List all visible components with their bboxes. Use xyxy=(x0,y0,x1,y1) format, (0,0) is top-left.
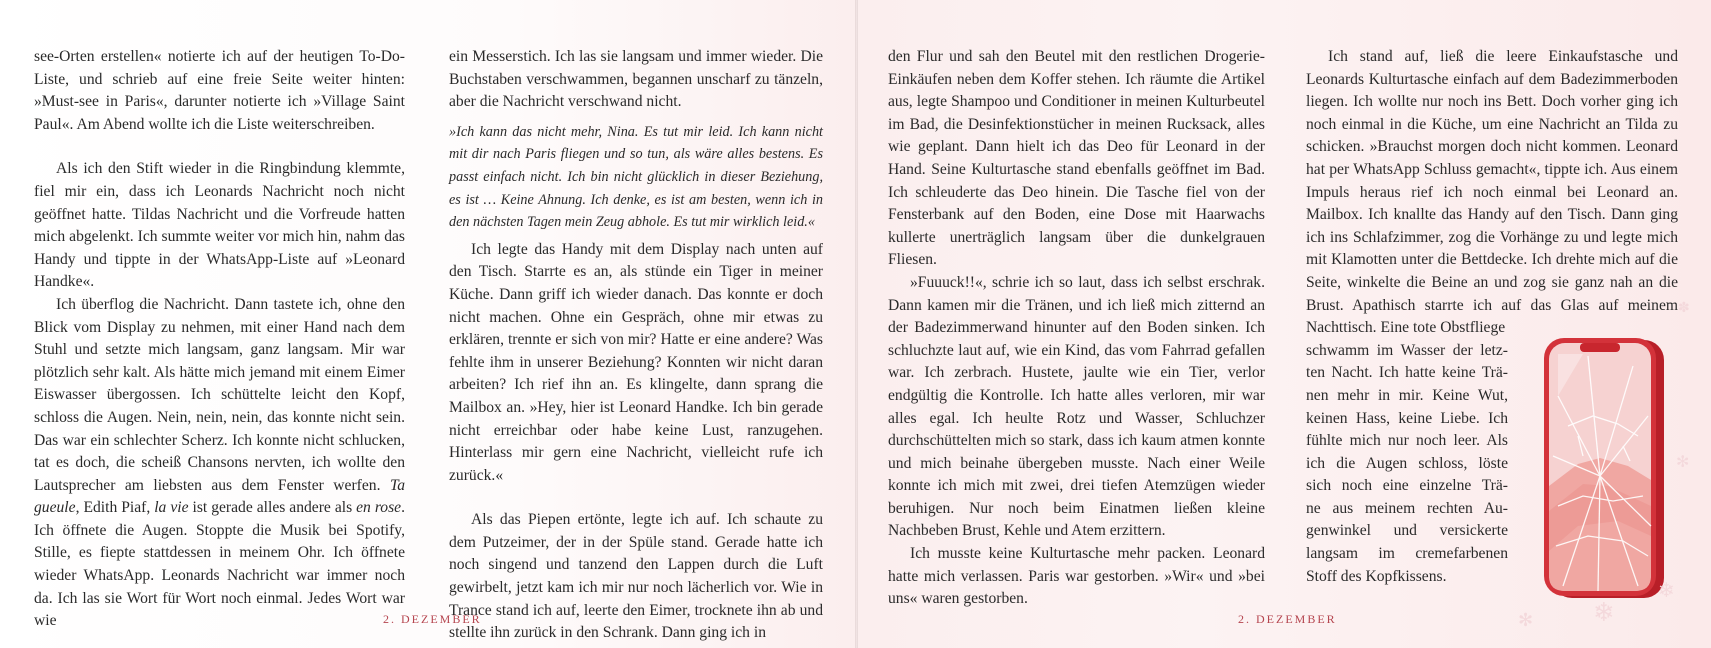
text-line: ten Nacht. Ich hatte keine Trä- xyxy=(1306,364,1508,382)
paragraph: Als das Piepen ertönte, legte ich auf. Ich schaute zu dem Putzeimer, der in der Spüle stand. Gerade hatte ich noch singend und tanzend den Lappen durch die Luft gewirbelt, jetzt kam ich mir nur noch lächerlich vor. Wie in Trance stand ich auf, leerte den Eimer, trocknete ihn ab und stellte ihn zurück in den Schrank. Dann ging ich in xyxy=(449,511,823,642)
left-column-2 xyxy=(449,46,823,645)
snowflake-icon: ✻ xyxy=(1676,452,1690,471)
text-line: keinen Hass, keine Liebe. Ich xyxy=(1306,409,1508,427)
cracked-phone-icon xyxy=(1538,336,1668,604)
text-line: nen mehr in mir. Keine Wut, xyxy=(1306,386,1508,404)
paragraph: ein Messerstich. Ich las sie langsam und immer wieder. Die Buchstaben verschwammen, begannen unscharf zu tänzeln, aber die Nachricht verschwand nicht. xyxy=(449,48,823,111)
paragraph: Ich legte das Handy mit dem Display nach unten auf den Tisch. Starrte es an, als stünde ein Tiger in meiner Küche. Dann griff ich wieder danach. Das konnte er doch nicht machen. Ohne ein Gespräch, ohne mir etwas zu erklären, trennte er sich von mir? Hatte er eine andere? Was fehlte ihm in unserer Beziehung? Konnten wir nicht daran arbeiten? Ich rief ihn an. Es klingelte, dann sprang die Mailbox an. »Hey, hier ist Leonard Handke. Ich bin gerade nicht erreichbar oder habe keine Lust, ranzugehen. Hinterlass mir gern eine Nachricht, vielleicht rufe ich zurück.« xyxy=(449,240,823,484)
paragraph: Ich musste keine Kulturtasche mehr packen. Leonard hatte mich verlassen. Paris war gestorben. »Wir« und »bei uns« waren gestorben. xyxy=(888,545,1265,608)
page-footer: 2. DEZEMBER xyxy=(1238,612,1337,626)
paragraph: see-Orten erstellen« notierte ich auf der heutigen To-Do-Liste, und schrieb auf eine freie Seite weiter hinten: »Must-see in Paris«, darunter notierte ich »Village Saint Paul«. Am Abend wollte ich die Liste weiterschreiben. xyxy=(34,48,405,133)
paragraph: Als ich den Stift wieder in die Ringbindung klemmte, fiel mir ein, dass ich Leonards Nachricht noch nicht geöffnet hatte. Tildas Nachricht und die Vorfreude hatten mich abgelenkt. Ich summte weiter vor mich hin, nahm das Handy und tippte in der WhatsApp-Liste auf »Leonard Handke«. xyxy=(34,160,405,291)
text-line: Stoff des Kopfkissens. xyxy=(1306,567,1447,585)
right-column-1 xyxy=(888,46,1265,611)
snowflake-icon: ✻ xyxy=(1518,610,1534,631)
paragraph: »Fuuuck!!«, schrie ich so laut, dass ich selbst erschrak. Dann kamen mir die Tränen, und ich ließ mich zitternd an der Badezimmerwand hinunter auf den Boden sinken. Ich schluchzte laut auf, wie ein Kind, das vom Fahrrad gefallen war. Ich zerbrach. Hustete, jaulte wie ein Tier, verlor endgültig die Kontrolle. Ich hatte alles verloren, mir war alles egal. Ich heulte Rotz und Wasser, Schluchzer durchschüttelten mich so stark, dass ich kaum atmen konnte und mich beinahe übergeben musste. Nach einer Weile konnte ich mich mit zwei, drei tiefen Atemzügen wieder beruhigen. Nur noch beim Einatmen ließen kleine Nachbeben Brust, Kehle und Atem erzittern. xyxy=(888,273,1265,540)
paragraph: Ich überflog die Nachricht. Dann tastete ich, ohne den Blick vom Display zu nehmen, mit einer Hand nach dem Stuhl und setzte mich langsam, ganz langsam. Mir war plötzlich sehr kalt. Als hätte mich jemand mit einem Eimer Eiswasser übergossen. Ich schüttelte leicht den Kopf, schloss die Augen. Nein, nein, nein, das konnte nicht sein. Das war ein schlechter Scherz. Ich konnte nicht schlucken, tat es doch, die scheiß Chansons nervten, ich wollte den Lautsprecher am liebsten aus dem Fenster werfen. Ta gueule, Edith Piaf, la vie ist gerade alles andere als en rose. Ich öffnete die Augen. Stoppte die Musik bei Spotify, Stille, es fiepte stattdessen in meinem Ohr. Ich öffnete wieder WhatsApp. Leonards Nachricht war immer noch da. Ich las sie Wort für Wort noch einmal. Jedes Wort war wie xyxy=(34,295,406,630)
snowflake-icon: ❄ xyxy=(1658,578,1675,602)
paragraph: den Flur und sah den Beutel mit den restlichen Drogerie-Einkäufen neben dem Koffer stehen. Ich räumte die Artikel aus, legte Shampoo und Conditioner in meinen Kulturbeutel im Bad, die Desinfektionstücher in meinen Rucksack, alles wie geplant. Dann hielt ich das Deo für Leonard in der Hand. Seine Kulturtasche stand ebenfalls geöffnet im Bad. Ich schleuderte das Deo hinein. Die Tasche fiel von der Fensterbank auf den Boden, eine Dose mit Haarwachs kullerte unerträglich langsam über die dunkelgrauen Fliesen. xyxy=(888,48,1265,269)
text-line: langsam im cremefarbenen xyxy=(1306,545,1508,563)
right-page xyxy=(858,0,1711,648)
paragraph: Ich stand auf, ließ die leere Einkaufstasche und Leonards Kulturtasche einfach auf dem Badezimmerboden liegen. Ich wollte nur noch ins Bett. Doch vorher ging ich noch einmal in die Küche, um eine Nachricht an Tilda zu schicken. »Brauchst morgen doch nicht kommen. Leonard hat per WhatsApp Schluss gemacht«, tippte ich. Aus einem Impuls heraus rief ich noch einmal bei Leonard an. Mailbox. Ich knallte das Handy auf den Tisch. Dann ging ich ins Schlafzimmer, zog die Vorhänge zu und legte mich mit Klamotten unter die Bettdecke. Ich drehte mich auf die Seite, winkelte die Beine an und zog sie ganz nah an die Brust. Apathisch starrte ich auf das Glas auf meinem Nachttisch. Eine tote Obstfliege xyxy=(1306,48,1678,337)
text-line: ne aus meinem rechten Au- xyxy=(1306,499,1508,517)
text-line: genwinkel und versickerte xyxy=(1306,522,1508,540)
wrapped-text-block xyxy=(1306,340,1508,589)
text-line: fühlte mich nur noch leer. Als xyxy=(1306,432,1508,450)
snowflake-icon: ❄ xyxy=(1593,598,1615,628)
snowflake-icon: ✽ xyxy=(1678,300,1690,316)
left-column-1 xyxy=(34,46,405,633)
page-footer: 2. DEZEMBER xyxy=(383,612,482,626)
whatsapp-message-quote: »Ich kann das nicht mehr, Nina. Es tut mir leid. Ich kann nicht mit dir nach Paris fliegen und so tun, als wäre alles bestens. Es passt einfach nicht. Ich bin nicht glücklich in dieser Beziehung, es ist … Keine Ahnung. Ich denke, es ist am besten, wenn ich in den nächsten Tagen mein Zeug abhole. Es tut mir wirklich leid.« xyxy=(449,123,823,231)
text-line: ich die Augen schloss, löste xyxy=(1306,454,1508,472)
left-page xyxy=(0,0,855,648)
text-line: schwamm im Wasser der letz- xyxy=(1306,341,1508,359)
text-line: sich noch eine einzelne Trä- xyxy=(1306,477,1508,495)
cracked-phone-illustration xyxy=(1538,336,1668,604)
